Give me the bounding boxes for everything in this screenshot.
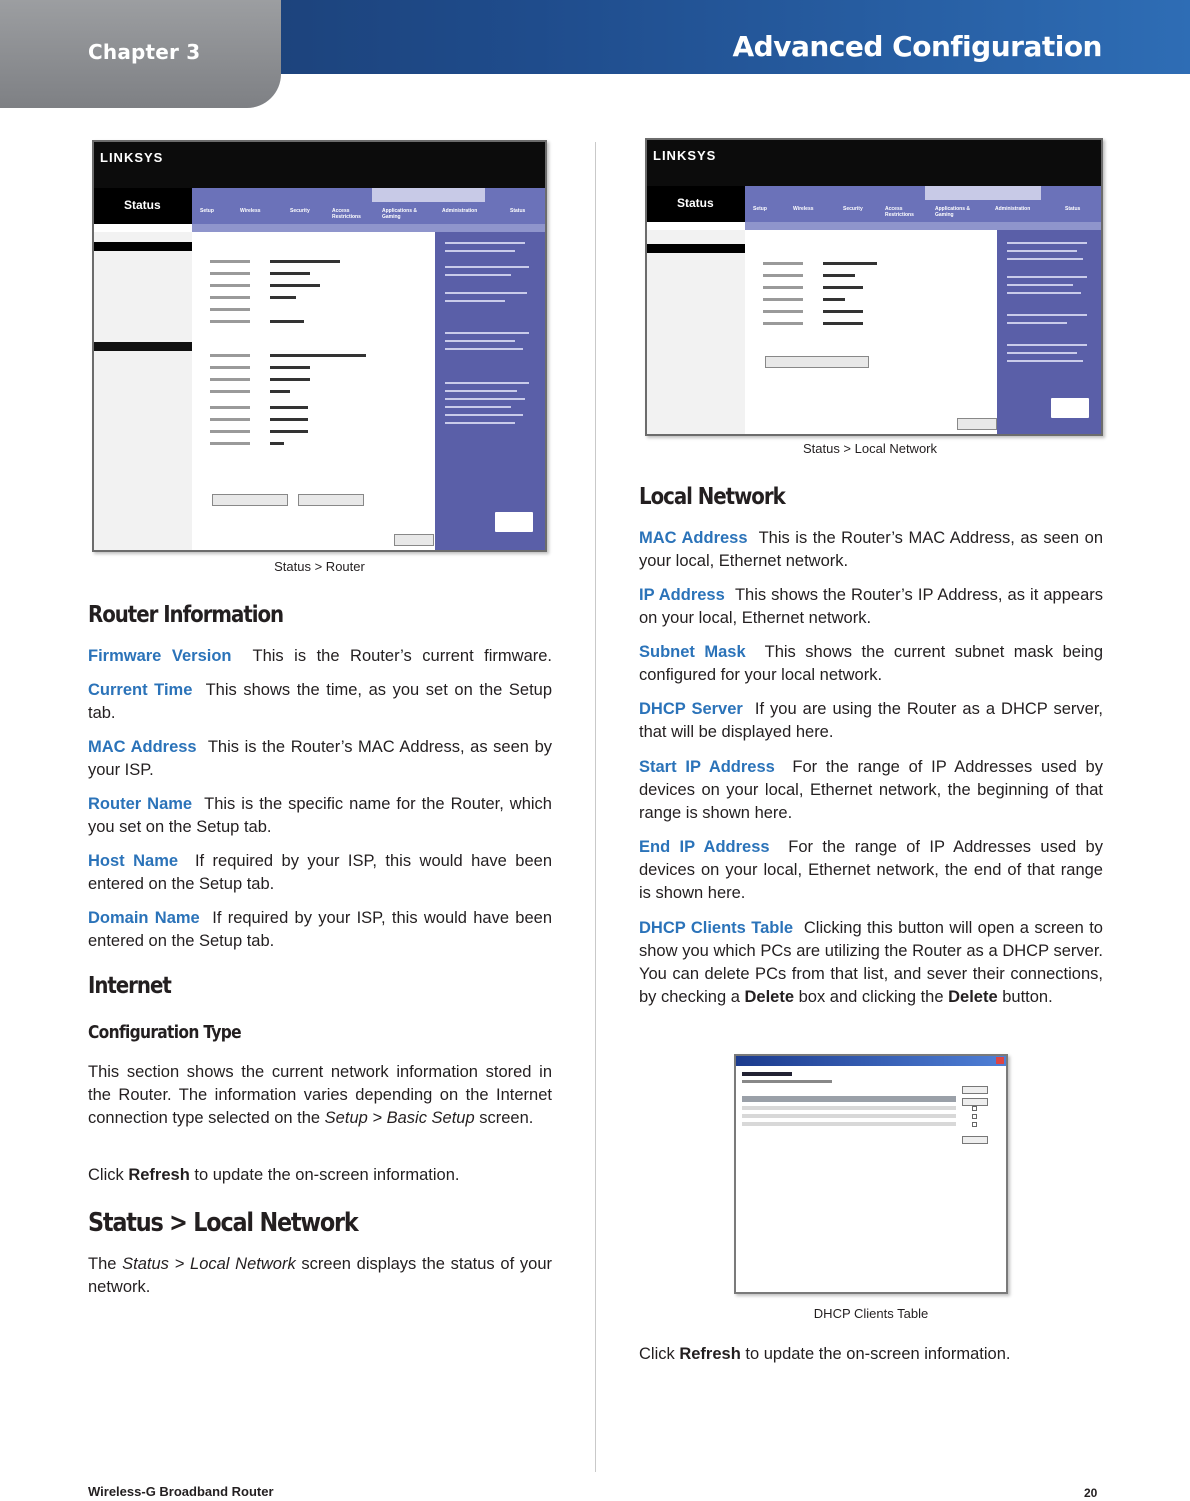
screenshot-help-sidebar — [997, 230, 1101, 434]
nav-item-access: Access Restrictions — [885, 206, 914, 218]
bold-text: Refresh — [679, 1345, 741, 1363]
help-line — [1007, 250, 1077, 252]
italic-text: Status > Local Network — [122, 1255, 296, 1273]
text: button. — [997, 988, 1053, 1006]
nav-item-applications: Applications & Gaming — [382, 208, 418, 220]
dhcp-clients-table-button — [765, 356, 869, 368]
help-line — [1007, 360, 1083, 362]
nav-strip — [372, 188, 485, 202]
current-time-paragraph — [88, 679, 552, 725]
page-title: Advanced Configuration — [732, 30, 1102, 63]
field-row — [210, 296, 390, 300]
text: to update the on-screen information. — [740, 1345, 1011, 1363]
window-titlebar — [736, 1056, 1006, 1066]
router-information-heading: Router Information — [88, 602, 284, 628]
configuration-type-paragraph — [88, 1061, 552, 1130]
screenshot-nav — [192, 188, 545, 224]
nav-item-administration: Administration — [442, 208, 478, 214]
mac-address-paragraph-right — [639, 527, 1103, 573]
configuration-type-heading: Configuration Type — [88, 1022, 241, 1043]
screenshot-subnav — [192, 224, 545, 232]
field-row — [763, 322, 943, 326]
nav-item-administration: Administration — [995, 206, 1031, 212]
field-row — [210, 272, 390, 276]
term: Router Name — [88, 795, 193, 813]
router-figure-caption: Status > Router — [274, 559, 365, 574]
status-local-network-heading: Status > Local Network — [88, 1208, 358, 1238]
help-line — [445, 414, 523, 416]
screenshot-topbar — [647, 140, 1101, 186]
definition: This is the Router’s current firmware. — [252, 647, 552, 665]
left-refresh-paragraph — [88, 1164, 552, 1187]
dhcp-figure-caption: DHCP Clients Table — [813, 1306, 929, 1321]
close-icon — [996, 1057, 1004, 1064]
dhcp-release-button — [212, 494, 288, 506]
field-row — [763, 310, 943, 314]
section-bar-router-info — [94, 242, 192, 251]
nav-item-security: Security — [843, 206, 863, 212]
domain-name-paragraph — [88, 907, 552, 953]
start-ip-address-paragraph — [639, 756, 1103, 825]
help-line — [445, 274, 511, 276]
nav-item-status: Status — [1065, 206, 1081, 212]
internet-heading: Internet — [88, 973, 171, 999]
chapter-tab — [0, 0, 281, 108]
text: The — [88, 1255, 123, 1273]
field-row — [210, 284, 390, 288]
nav-item-applications: Applications & Gaming — [935, 206, 971, 218]
dhcp-renew-button — [298, 494, 364, 506]
field-row — [210, 430, 390, 434]
help-line — [1007, 242, 1087, 244]
table-row — [742, 1122, 956, 1126]
field-row — [210, 418, 390, 422]
dhcp-clients-table-paragraph — [639, 917, 1103, 1009]
nav-item-access: Access Restrictions — [332, 208, 361, 220]
field-row — [763, 262, 943, 266]
definition: This shows the Router’s IP Address, as it appears on your local, Ethernet network. — [639, 586, 1103, 627]
window-heading — [742, 1072, 792, 1076]
help-line — [445, 292, 527, 294]
field-row — [210, 320, 390, 324]
help-line — [1007, 292, 1081, 294]
definition: This shows the current subnet mask being configured for your local network. — [639, 643, 1104, 684]
text: to update the on-screen information. — [189, 1166, 460, 1184]
term: Firmware Version — [88, 647, 232, 665]
ip-address-paragraph — [639, 584, 1103, 630]
text: screen displays the status of your network. — [88, 1255, 552, 1296]
screenshot-leftbar — [647, 230, 745, 434]
screenshot-nav — [745, 186, 1101, 222]
nav-item-security: Security — [290, 208, 310, 214]
field-row — [210, 406, 390, 410]
router-status-screenshot — [92, 140, 547, 552]
status-tab-label: Status — [94, 188, 192, 224]
nav-item-wireless: Wireless — [240, 208, 261, 214]
bold-text: Delete — [744, 988, 795, 1006]
help-line — [1007, 314, 1087, 316]
status-tab-label: Status — [647, 186, 745, 222]
delete-button — [962, 1098, 988, 1106]
text: screen. — [474, 1109, 534, 1127]
field-row — [210, 354, 390, 358]
refresh-button — [957, 418, 997, 430]
bold-text: Refresh — [128, 1166, 190, 1184]
help-line — [445, 266, 529, 268]
firmware-version-paragraph — [88, 645, 552, 668]
field-row — [210, 378, 390, 382]
help-line — [445, 382, 529, 384]
nav-item-wireless: Wireless — [793, 206, 814, 212]
help-line — [1007, 258, 1083, 260]
field-row — [763, 274, 943, 278]
field-row — [210, 308, 390, 312]
end-ip-address-paragraph — [639, 836, 1103, 905]
term: End IP Address — [639, 838, 770, 856]
router-name-paragraph — [88, 793, 552, 839]
help-line — [445, 242, 525, 244]
definition: For the range of IP Addresses used by devices on your local, Ethernet network, the end of that range is shown here. — [639, 838, 1103, 902]
table-row — [742, 1114, 956, 1118]
help-line — [445, 398, 525, 400]
help-line — [445, 406, 511, 408]
local-network-figure-caption: Status > Local Network — [802, 441, 938, 456]
window-subheading — [742, 1080, 832, 1083]
help-line — [1007, 276, 1087, 278]
term: Domain Name — [88, 909, 200, 927]
definition: This is the Router’s MAC Address, as seen on your local, Ethernet network. — [639, 529, 1103, 570]
dhcp-server-paragraph — [639, 698, 1103, 744]
mac-address-paragraph — [88, 736, 552, 782]
local-network-intro-paragraph — [88, 1253, 552, 1299]
page-number: 20 — [1084, 1486, 1098, 1500]
delete-checkbox — [972, 1106, 977, 1111]
help-line — [445, 422, 515, 424]
help-line — [445, 340, 515, 342]
field-row — [763, 298, 943, 302]
definition: If required by your ISP, this would have been entered on the Setup tab. — [88, 909, 552, 950]
help-line — [445, 390, 517, 392]
nav-item-setup: Setup — [753, 206, 767, 212]
help-line — [445, 250, 515, 252]
dhcp-clients-table-screenshot — [734, 1054, 1008, 1294]
screenshot-subnav — [745, 222, 1101, 230]
delete-checkbox — [972, 1114, 977, 1119]
help-line — [445, 348, 523, 350]
screenshot-topbar — [94, 142, 545, 188]
help-line — [445, 300, 505, 302]
term: DHCP Clients Table — [639, 919, 794, 937]
delete-checkbox — [972, 1122, 977, 1127]
term: MAC Address — [639, 529, 748, 547]
table-header — [742, 1096, 956, 1102]
term: MAC Address — [88, 738, 197, 756]
text: This section shows the current network information stored in the Router. The information varies depending on the Internet connection type selected on the — [88, 1063, 552, 1127]
field-row — [763, 286, 943, 290]
screenshot-leftbar — [94, 232, 192, 550]
help-line — [1007, 284, 1073, 286]
linksys-logo: LINKSYS — [100, 150, 164, 165]
definition: If you are using the Router as a DHCP server, that will be displayed here. — [639, 700, 1104, 741]
column-divider — [595, 142, 596, 1472]
text: box and clicking the — [794, 988, 949, 1006]
field-row — [210, 390, 390, 394]
section-bar-local-network — [647, 244, 745, 253]
definition: This is the specific name for the Router, which you set on the Setup tab. — [88, 795, 552, 836]
cisco-logo — [495, 512, 533, 532]
cisco-logo — [1051, 398, 1089, 418]
help-line — [445, 332, 529, 334]
definition: For the range of IP Addresses used by devices on your local, Ethernet network, the beginning of that range is shown here. — [639, 758, 1103, 822]
footer-product-name: Wireless-G Broadband Router — [88, 1484, 274, 1499]
definition: If required by your ISP, this would have been entered on the Setup tab. — [88, 852, 552, 893]
bold-text: Delete — [948, 988, 998, 1006]
local-network-heading: Local Network — [639, 484, 785, 510]
subnet-mask-paragraph — [639, 641, 1103, 687]
definition: This is the Router’s MAC Address, as seen by your ISP. — [88, 738, 553, 779]
help-line — [1007, 344, 1087, 346]
nav-strip — [925, 186, 1041, 200]
text: Click — [88, 1166, 129, 1184]
text: Click — [639, 1345, 680, 1363]
field-row — [210, 366, 390, 370]
close-button — [962, 1136, 988, 1144]
chapter-label: Chapter 3 — [88, 40, 201, 64]
refresh-button — [394, 534, 434, 546]
linksys-logo: LINKSYS — [653, 148, 717, 163]
table-row — [742, 1106, 956, 1110]
term: Current Time — [88, 681, 193, 699]
term: Subnet Mask — [639, 643, 746, 661]
nav-item-setup: Setup — [200, 208, 214, 214]
italic-text: Setup > Basic Setup — [324, 1109, 475, 1127]
field-row — [210, 260, 390, 264]
nav-item-status: Status — [510, 208, 526, 214]
screenshot-help-sidebar — [435, 232, 545, 550]
help-line — [1007, 322, 1067, 324]
definition: This shows the time, as you set on the Setup tab. — [88, 681, 553, 722]
local-network-screenshot — [645, 138, 1103, 436]
field-row — [210, 442, 390, 446]
term: DHCP Server — [639, 700, 743, 718]
term: IP Address — [639, 586, 725, 604]
help-line — [1007, 352, 1077, 354]
right-refresh-paragraph — [639, 1343, 1103, 1366]
term: Start IP Address — [639, 758, 775, 776]
text: Clicking this button will open a screen to show you which PCs are utilizing the Router as a DHCP server. You can delete PCs from that list, and sever their connections, by checking a — [639, 919, 1103, 1006]
refresh-button — [962, 1086, 988, 1094]
host-name-paragraph — [88, 850, 552, 896]
term: Host Name — [88, 852, 179, 870]
section-bar-internet — [94, 342, 192, 351]
